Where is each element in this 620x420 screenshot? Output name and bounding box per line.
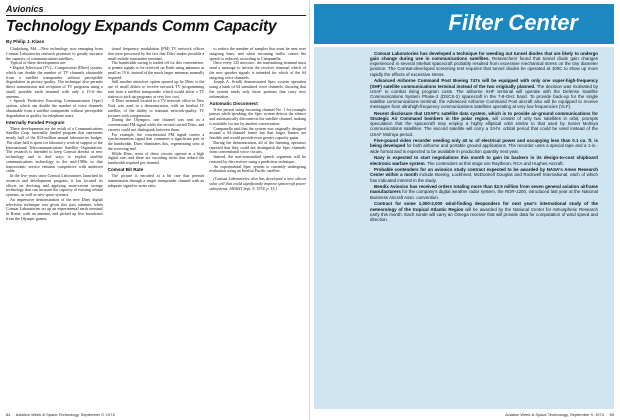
article-column-2 [108, 47, 205, 412]
page-number-right: 85 [609, 412, 614, 417]
paragraph: In the five years since Comsat Laboratories launched its research and development program, it has focused its efforts on devising and applying more-recent storage technology that can increase the capacity of existing orbital systems, as well as new space systems. [6, 173, 103, 197]
paragraph: For example, the conventional FM signal carries a synchronization signal that consumes a significant part of the bandwidth. Ditec eliminates this, regenerating sync at the receiving end. [107, 131, 205, 151]
filter-item [370, 184, 598, 199]
filter-item [370, 155, 598, 165]
paragraph: These developments are the result of a Communications Satellite Corp. internally funded program that represents nearly half of the $13-million annual laboratories budget. The other half is spent for laboratory work in support of the International Telecommunications Satellite Organization. The research is intended to keep Comsat abreast of new technology and to find ways to exploit satellite communications technology in the mid-1980s so that transoceanic service remains competitive with undersea cable. [6, 125, 103, 174]
filter-item [370, 138, 598, 153]
subheading: Automatic Disconnect [209, 100, 258, 106]
section-label: Avionics [6, 4, 44, 14]
filter-item-lead: Contract for some 1,000-2,000 wind-finding desponders for next year's international study of the meteorology of the tropical Atlantic Region [370, 201, 598, 212]
subheading: Comsat Bit Rate [107, 167, 144, 173]
filter-item [370, 111, 598, 137]
paragraph: Clarksburg, Md.—New technology now emerging from Comsat Laboratories research promises to greatly increase the capacity of communications satellites. [6, 47, 103, 61]
filter-item-lead: Bendix Avionics has received orders totaling more than $2.5 million from seven general aviation airframe manufacturers [370, 184, 598, 195]
filter-item [370, 201, 598, 222]
filter-item-text: The decision was motivated by USAF to combat rising program costs. The airborne SHF terminal will operate with the Defense Satellite Communications System Phase-2 (DSCS-2) spacecraft in the 7-8-GHz band. To provide back-up for the single satellite communications terminal, the Advanced Airborne Command Post aircraft also will be equipped to receive messages from ultrahigh-frequency communications satellites operating at very low frequencies (VLF). [370, 83, 599, 110]
paragraph: Campanella said that the system was originally designed around a 64-channel frame but that larger frames are feasible and would provide even greater capacity gains. [209, 125, 306, 140]
paragraph: During the demonstration, all of the listening operators reported that they could not distinguish the Spec channels from conventional voice circuits. [209, 139, 306, 155]
paragraph: A Ditec terminal located in a TV network office in New York was used in a demonstration, with an Intelsat IV satellite, of the ability to transmit network-quality TV pictures with compression. [107, 98, 205, 118]
paragraph: tional frequency modulation (FM) TV network offices that were processed by the fact that Ditec makes possible a small mobile transmitter terminal. [107, 47, 205, 61]
paragraph: During the Olympics, one channel was sent as a conventional FM signal while the second carried Ditec, and viewers could not distinguish between them. [107, 117, 205, 132]
paragraph: Once every 125 microsec. the transmitting terminal must send a message to inform the receiver terminal which of the new speaker signals is intended for which of the 64 outgoing voice channels. [209, 60, 306, 80]
paragraph: Still another attractive option opened up by Ditec is the use of small dishes to receive network TV programming sent from a satellite transponder, which would allow a TV station to pick up programs at very low cost. [107, 79, 205, 99]
paragraph: The bandwidth saving is traded off for this convenience, to permit signals to be received on Earth using antennas as small as 15 ft. instead of the much larger antennas normally required. [107, 60, 205, 80]
page-number-left: 84 [6, 412, 11, 417]
paragraph: Typical of these developments are: [10, 60, 67, 66]
paragraph: If the person using incoming channel No. 1 for example pauses while speaking, the Spec system detects the silence and automatically disconnects the satellite channel, making it available for use by another conversation. [209, 106, 306, 126]
publication-right: Aviation Week & Space Technology, September 9, 1974 [505, 412, 604, 417]
filter-item-text: Researchers found that tunnel diode gain changes experienced in several Intelsat spacecraft probably resulted from excessive mechanical stress on the tiny diameter junction. The Comsat-developed screening test requires that tunnel diodes be operated at 100C to show up more rapidly the effects of excessive stress. [370, 56, 598, 77]
subheading: Internally Funded Program [6, 119, 65, 125]
paragraph: • Digital Television (TV)—Compression (Ditec) system, which can double the number of TV channels obtainable from a satellite transponder without perceptible degradation in picture quality. The technique also permits direct transmission and reception of TV programs using a small, portable earth terminal with only a 15-ft.-dia. antenna. [6, 65, 103, 99]
filter-item [370, 51, 598, 77]
paragraph: to reduce the number of samples that must be sent over outgoing lines, and when incoming traffic ceases the speech is reduced, according to Campanella. [209, 47, 306, 61]
publication-left: Aviation Week & Space Technology, September 9, 1974 [15, 412, 115, 417]
filter-item-lead: Navy is expected to start negotiations this month to gain its backers in its design-to-cost shipboard electronic warfare system. [370, 155, 598, 166]
paragraph: An experimental Spec system is currently undergoing evaluation using an Intelsat Pacific satellite. [209, 163, 306, 174]
filter-item-lead: Five-pound video recorder needing only 40 w. of electrical power and occupying less than 0.1 cu. ft. is being developed [370, 138, 598, 149]
article-note: (Comsat Laboratories also has developed a new silicon solar cell that could significantly improve spacecraft power subsystems. AW&ST Sept. 9, 1974, p. 15.) [209, 176, 306, 191]
paragraph: Joseph A. Sciulli demonstrated Spec system operation using a bank of 64 simulated voice channels, showing that the system sends only those portions that carry new information. [209, 79, 306, 99]
filter-item-text: The contenders at this stage are Raytheon, RCA and Hughes Aircraft. [425, 160, 564, 166]
left-page [6, 4, 306, 414]
paragraph: An impressive demonstration of the new Ditec digital television technique was given this past summer, when Comsat Laboratories set up an experimental earth terminal in Rome, with an antenna, and picked up live broadcasts from the Olympic games. [6, 196, 103, 221]
filter-center-title: Filter Center [448, 10, 578, 35]
page-gutter [309, 0, 310, 420]
right-page [314, 4, 614, 414]
paragraph: • Speech Predictive Encoding Communication (Spec) system, which can double the number of voice channels obtainable from a satellite transponder without perceptible degradation in quality for telephone users. [6, 98, 103, 118]
filter-item-text: include Boeing, Lockheed, McDonnell Douglas and Rockwell International, each of which has indicated interest in the study. [370, 172, 598, 183]
filter-item-lead: Probable contenders for an avionics study contract expected to be awarded by NASA's Ames Research Center within a month [370, 167, 598, 178]
section-rule [6, 15, 306, 16]
filter-center-body [314, 47, 614, 409]
paragraph: Instead, the non-transmitted speech segments will be restored by the receiver using a prediction technique. [209, 154, 306, 164]
article-headline: Technology Expands Comm Capacity [6, 18, 277, 35]
filter-item-text: for the company's digital weather radar system, the RDR-1200, introduced last year at the National Business Aircraft Assn. convention. [370, 189, 598, 200]
filter-item-lead: Comsat Laboratories has developed a technique for weeding out tunnel diodes that are likely to undergo gain change during use in communications satellites. [370, 51, 598, 62]
footer-left [6, 412, 115, 417]
paragraph: While Ditec, most of these circuits operate at a high digital rate, and there are encoding tricks that reduce the bandwidth required per channel. [107, 150, 205, 165]
filter-item-lead: Recent disclosure that USAF's satellite data system, which is to provide air-ground communications for Strategic Air Command bombers in the polar region, [370, 110, 598, 122]
filter-item [370, 78, 598, 109]
filter-item-text: for both airborne and portable ground applications. The recorder uses a special tape and a 1-in.-wide format and is expected to be available in production quantity next year. [370, 143, 598, 154]
filter-item [370, 167, 598, 182]
filter-item-lead: Advanced Airborne Command Post Boeing 747s will be equipped with only one super-high-frequency (SHF) satellite communications terminal instead of the two originally planned. [370, 78, 598, 89]
filter-center-banner [314, 4, 614, 44]
paragraph: The picture is encoded at a bit rate that permits transmission through a single transponder channel with an adequate signal-to-noise ratio. [107, 173, 205, 188]
article-column-1 [6, 47, 103, 412]
article-column-3 [209, 47, 306, 412]
filter-item-text: will be awarded by the National Center for Atmospheric Research early this month. Each sonde will carry an Omega receiver that will provide data for computation of wind speed and direction. [370, 206, 598, 222]
footer-right [505, 412, 614, 417]
filter-item-text: will consist of only two satellites in orbit, prompts speculation that the spacecraft may employ a highly elliptical orbit similar to that used by Soviet Molniya communications satellites. The second satellite will carry a 24-hr. orbital period that could be used instead of the USAF Molniya period. [370, 116, 599, 137]
article-byline: By Philip J. Klass [6, 39, 45, 44]
article-columns [6, 47, 306, 412]
